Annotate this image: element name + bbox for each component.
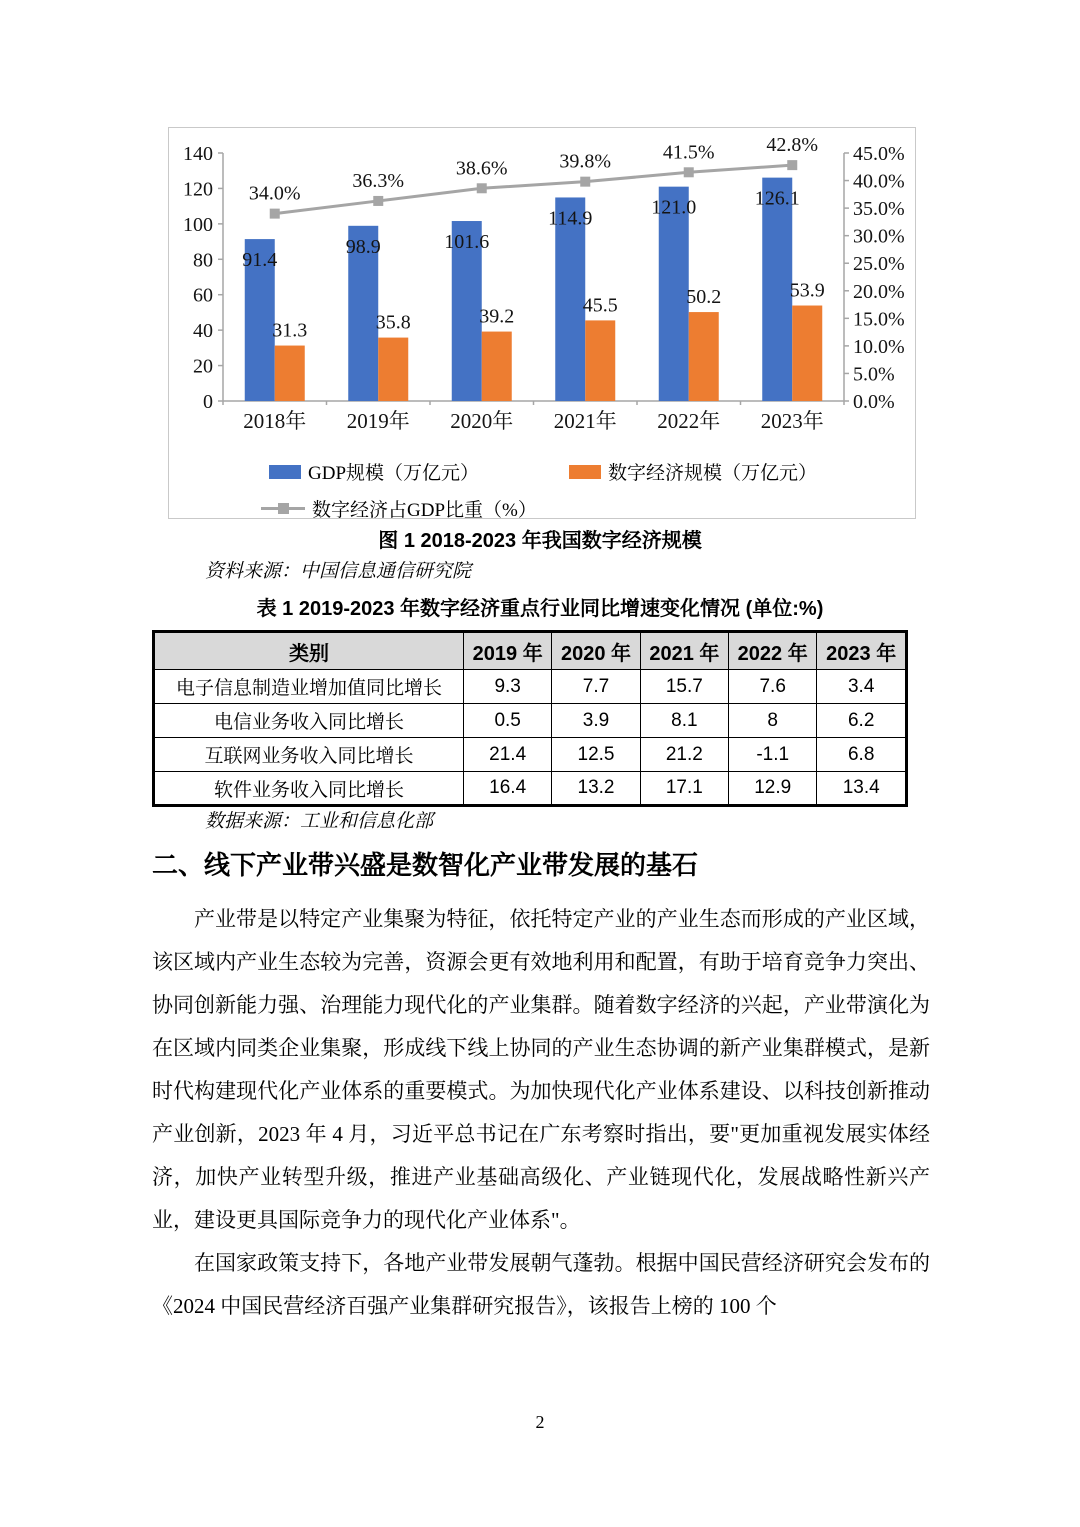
svg-text:2019年: 2019年 (346, 409, 410, 433)
legend-label-gdp: GDP规模（万亿元） (308, 463, 480, 484)
cell: 21.4 (464, 738, 552, 772)
cell: 15.7 (640, 670, 728, 704)
cell: 0.5 (464, 704, 552, 738)
svg-text:126.1: 126.1 (754, 187, 800, 210)
svg-text:91.4: 91.4 (242, 249, 278, 272)
svg-text:2021年: 2021年 (553, 409, 617, 433)
header-category: 类别 (154, 632, 464, 670)
svg-text:120: 120 (183, 178, 213, 201)
digital-economy-series-swatch (569, 465, 601, 479)
row-label: 互联网业务收入同比增长 (154, 738, 464, 772)
legend-row-2 (169, 495, 915, 522)
table-row (154, 738, 907, 772)
svg-text:36.3%: 36.3% (352, 169, 405, 192)
svg-text:41.5%: 41.5% (662, 141, 715, 164)
table-row (154, 704, 907, 738)
table-row (154, 670, 907, 704)
svg-text:45.0%: 45.0% (853, 143, 905, 165)
svg-text:20: 20 (193, 355, 213, 378)
svg-text:2018年: 2018年 (243, 409, 307, 433)
cell: 12.9 (729, 772, 817, 806)
legend-item-gdp-share (261, 495, 537, 522)
header-2020: 2020 年 (552, 632, 640, 670)
cell: 16.4 (464, 772, 552, 806)
header-2019: 2019 年 (464, 632, 552, 670)
cell: 21.2 (640, 738, 728, 772)
cell: 6.2 (817, 704, 907, 738)
legend-label-gdp-share: 数字经济占GDP比重（%） (312, 500, 537, 521)
svg-text:60: 60 (193, 284, 213, 307)
figure-caption: 图 1 2018-2023 年我国数字经济规模 (378, 530, 702, 552)
cell: 3.4 (817, 670, 907, 704)
svg-text:35.8: 35.8 (375, 311, 411, 334)
svg-text:2020年: 2020年 (450, 409, 514, 433)
svg-text:100: 100 (183, 213, 213, 236)
gdp-share-line-swatch (261, 503, 305, 514)
svg-text:20.0%: 20.0% (853, 280, 905, 303)
svg-text:5.0%: 5.0% (853, 363, 895, 386)
header-2023: 2023 年 (817, 632, 907, 670)
cell: 13.2 (552, 772, 640, 806)
svg-text:121.0: 121.0 (651, 196, 697, 219)
cell: 7.7 (552, 670, 640, 704)
svg-text:45.5: 45.5 (582, 294, 618, 317)
page-number: 2 (535, 1412, 545, 1432)
chart-figure (168, 127, 916, 519)
cell: 9.3 (464, 670, 552, 704)
cell: 8.1 (640, 704, 728, 738)
svg-text:2022年: 2022年 (657, 409, 721, 433)
growth-rate-table (152, 630, 908, 807)
cell: -1.1 (729, 738, 817, 772)
paragraph: 在国家政策支持下，各地产业带发展朝气蓬勃。根据中国民营经济研究会发布的《2024 中国民营经济百强产业集群研究报告》，该报告上榜的 100 个 (152, 1251, 930, 1318)
svg-text:38.6%: 38.6% (455, 157, 508, 180)
svg-text:10.0%: 10.0% (853, 335, 905, 358)
cell: 17.1 (640, 772, 728, 806)
cell: 3.9 (552, 704, 640, 738)
cell: 6.8 (817, 738, 907, 772)
figure-source: 资料来源：中国信息通信研究院 (205, 561, 472, 582)
table-title: 表 1 2019-2023 年数字经济重点行业同比增速变化情况 (单位:%) (256, 598, 824, 620)
legend-item-digital-economy (569, 458, 817, 485)
svg-text:39.2: 39.2 (479, 305, 515, 328)
svg-text:15.0%: 15.0% (853, 308, 905, 331)
svg-text:98.9: 98.9 (345, 235, 381, 258)
svg-text:30.0%: 30.0% (853, 225, 905, 248)
svg-text:53.9: 53.9 (789, 279, 825, 302)
gdp-series-swatch (269, 465, 301, 479)
header-2022: 2022 年 (729, 632, 817, 670)
cell: 13.4 (817, 772, 907, 806)
row-label: 电子信息制造业增加值同比增长 (154, 670, 464, 704)
svg-text:80: 80 (193, 249, 213, 272)
svg-text:39.8%: 39.8% (559, 150, 612, 173)
svg-text:40: 40 (193, 320, 213, 343)
table-row (154, 772, 907, 806)
legend-row-1 (169, 458, 915, 485)
svg-text:25.0%: 25.0% (853, 253, 905, 276)
combo-bar-line-chart (169, 128, 915, 442)
chart-legend (169, 458, 915, 522)
svg-text:31.3: 31.3 (272, 319, 308, 342)
cell: 7.6 (729, 670, 817, 704)
cell: 12.5 (552, 738, 640, 772)
row-label: 电信业务收入同比增长 (154, 704, 464, 738)
svg-text:35.0%: 35.0% (853, 198, 905, 221)
header-2021: 2021 年 (640, 632, 728, 670)
svg-text:40.0%: 40.0% (853, 170, 905, 193)
svg-text:101.6: 101.6 (444, 231, 490, 254)
paragraph: 产业带是以特定产业集聚为特征，依托特定产业的产业生态而形成的产业区域，该区域内产业生态较为完善，资源会更有效地利用和配置，有助于培育竞争力突出、协同创新能力强、治理能力现代化的产业集群。随着数字经济的兴起，产业带演化为在区域内同类企业集聚，形成线下线上协同的产业生态协调的新产业集群模式，是新时代构建现代化产业体系的重要模式。为加快现代化产业体系建设、以科技创新推动产业创新，2023 年 4 月，习近平总书记在广东考察时指出，要"更加重视发展实体经济，加快产业转型升级，推进产业基础高级化、产业链现代化，发展战略性新兴产业，建设更具国际竞争力的现代化产业体系"。 (152, 907, 930, 1232)
svg-text:0: 0 (203, 391, 213, 413)
section-heading: 二、线下产业带兴盛是数智化产业带发展的基石 (152, 850, 699, 880)
cell: 8 (729, 704, 817, 738)
svg-text:140: 140 (183, 143, 213, 165)
svg-text:2023年: 2023年 (760, 409, 824, 433)
body-text (152, 898, 930, 1328)
table-header-row (154, 632, 907, 670)
svg-text:0.0%: 0.0% (853, 391, 895, 413)
svg-text:34.0%: 34.0% (248, 182, 301, 205)
svg-text:114.9: 114.9 (548, 207, 593, 230)
svg-text:42.8%: 42.8% (766, 134, 819, 157)
svg-text:50.2: 50.2 (686, 286, 722, 309)
table-source: 数据来源：工业和信息化部 (205, 811, 434, 832)
row-label: 软件业务收入同比增长 (154, 772, 464, 806)
legend-item-gdp (269, 458, 479, 485)
legend-label-digital-economy: 数字经济规模（万亿元） (608, 463, 818, 484)
